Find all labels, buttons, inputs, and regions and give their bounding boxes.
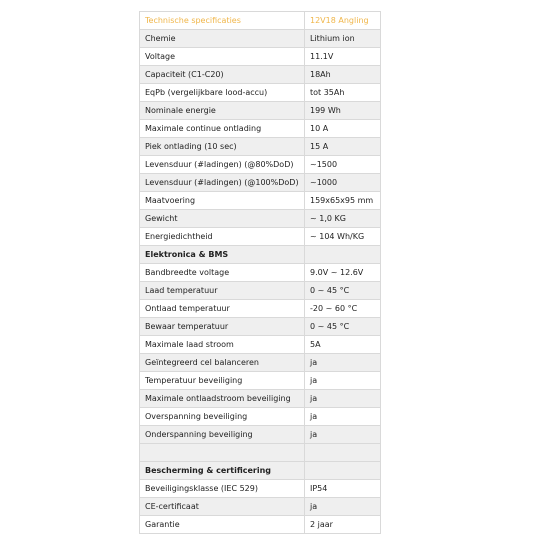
table-row xyxy=(140,192,381,210)
spec-value: ja xyxy=(305,390,381,408)
table-row xyxy=(140,426,381,444)
spec-label: Capaciteit (C1-C20) xyxy=(140,66,305,84)
spec-label: Geïntegreerd cel balanceren xyxy=(140,354,305,372)
spec-label: Onderspanning beveiliging xyxy=(140,426,305,444)
spec-value: 199 Wh xyxy=(305,102,381,120)
section-row xyxy=(140,246,381,264)
spec-value: 15 A xyxy=(305,138,381,156)
table-row xyxy=(140,498,381,516)
spec-label: Voltage xyxy=(140,48,305,66)
table-row xyxy=(140,156,381,174)
spec-label: Gewicht xyxy=(140,210,305,228)
table-row xyxy=(140,174,381,192)
spec-label: Levensduur (#ladingen) (@80%DoD) xyxy=(140,156,305,174)
spec-value: ~ 1,0 KG xyxy=(305,210,381,228)
table-row xyxy=(140,84,381,102)
table-row xyxy=(140,48,381,66)
spec-label: Bandbreedte voltage xyxy=(140,264,305,282)
spec-value: 10 A xyxy=(305,120,381,138)
table-row xyxy=(140,516,381,534)
table-row xyxy=(140,300,381,318)
table-row xyxy=(140,480,381,498)
table-row xyxy=(140,138,381,156)
spec-label: Bewaar temperatuur xyxy=(140,318,305,336)
spec-value: ja xyxy=(305,408,381,426)
table-row xyxy=(140,408,381,426)
spec-value: ~1500 xyxy=(305,156,381,174)
spec-label: Energiedichtheid xyxy=(140,228,305,246)
spec-label: Ontlaad temperatuur xyxy=(140,300,305,318)
section-row xyxy=(140,462,381,480)
spec-value: 18Ah xyxy=(305,66,381,84)
spec-value: ~ 104 Wh/KG xyxy=(305,228,381,246)
spec-value: ja xyxy=(305,372,381,390)
table-row xyxy=(140,264,381,282)
table-row xyxy=(140,318,381,336)
spec-value: ja xyxy=(305,498,381,516)
spec-value: 159x65x95 mm xyxy=(305,192,381,210)
table-row xyxy=(140,120,381,138)
spec-value: Lithium ion xyxy=(305,30,381,48)
section-title: Bescherming & certificering xyxy=(140,462,305,480)
spec-value: 9.0V ~ 12.6V xyxy=(305,264,381,282)
table-row xyxy=(140,372,381,390)
spec-label xyxy=(140,444,305,462)
header-label: Technische specificaties xyxy=(140,12,305,30)
spec-label: Maximale ontlaadstroom beveiliging xyxy=(140,390,305,408)
spec-value xyxy=(305,246,381,264)
spec-value: 2 jaar xyxy=(305,516,381,534)
spec-value xyxy=(305,462,381,480)
spec-label: Maatvoering xyxy=(140,192,305,210)
table-row xyxy=(140,336,381,354)
spec-label: Nominale energie xyxy=(140,102,305,120)
spec-value: 0 ~ 45 °C xyxy=(305,318,381,336)
spec-label: Levensduur (#ladingen) (@100%DoD) xyxy=(140,174,305,192)
spec-value: 5A xyxy=(305,336,381,354)
spec-label: Laad temperatuur xyxy=(140,282,305,300)
spec-value: -20 ~ 60 °C xyxy=(305,300,381,318)
table-header-row xyxy=(140,12,381,30)
spec-label: EqPb (vergelijkbare lood-accu) xyxy=(140,84,305,102)
spec-value: ja xyxy=(305,354,381,372)
table-row xyxy=(140,228,381,246)
spec-label: Overspanning beveiliging xyxy=(140,408,305,426)
table-row xyxy=(140,390,381,408)
spec-label: Maximale continue ontlading xyxy=(140,120,305,138)
section-title: Elektronica & BMS xyxy=(140,246,305,264)
spacer-row xyxy=(140,444,381,462)
table-row xyxy=(140,282,381,300)
table-row xyxy=(140,30,381,48)
spec-label: Temperatuur beveiliging xyxy=(140,372,305,390)
spec-value: IP54 xyxy=(305,480,381,498)
table-row xyxy=(140,102,381,120)
spec-label: Chemie xyxy=(140,30,305,48)
spec-value: ~1000 xyxy=(305,174,381,192)
spec-label: CE-certificaat xyxy=(140,498,305,516)
spec-value xyxy=(305,444,381,462)
spec-table-body xyxy=(140,12,381,534)
spec-value: ja xyxy=(305,426,381,444)
header-value: 12V18 Angling xyxy=(305,12,381,30)
spec-table xyxy=(139,11,381,534)
table-row xyxy=(140,354,381,372)
spec-value: 11.1V xyxy=(305,48,381,66)
spec-value: 0 ~ 45 °C xyxy=(305,282,381,300)
spec-label: Maximale laad stroom xyxy=(140,336,305,354)
spec-label: Garantie xyxy=(140,516,305,534)
spec-label: Piek ontlading (10 sec) xyxy=(140,138,305,156)
spec-label: Beveiligingsklasse (IEC 529) xyxy=(140,480,305,498)
spec-value: tot 35Ah xyxy=(305,84,381,102)
table-row xyxy=(140,210,381,228)
table-row xyxy=(140,66,381,84)
